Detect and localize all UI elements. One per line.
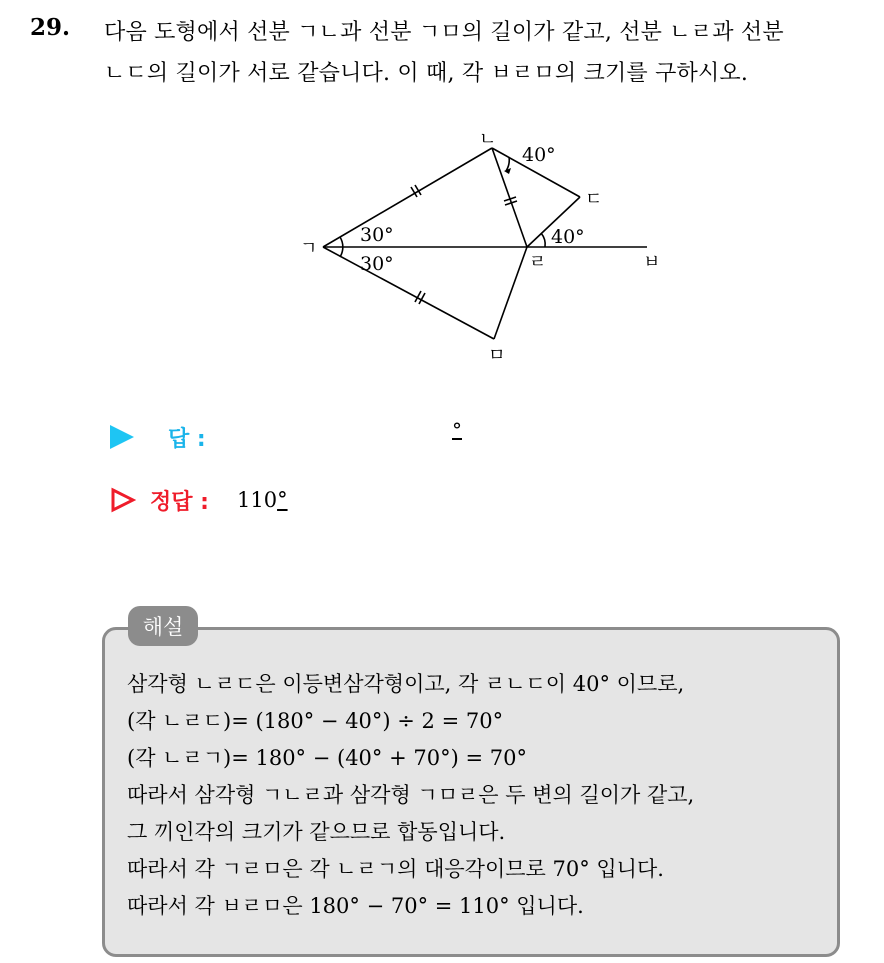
correct-answer-row [110,483,288,517]
vertex-label-g: ㄱ [300,238,318,259]
segment-rm [494,247,527,339]
vertex-label-b: ㅂ [643,252,661,273]
angle-label-n: 40° [522,144,556,166]
outline-triangle-icon [110,487,136,513]
solution-line: 따라서 삼각형 ㄱㄴㄹ과 삼각형 ㄱㅁㄹ은 두 변의 길이가 같고, [127,783,695,807]
angle-label-bottom-left: 30° [360,253,394,275]
angle-arc-n [506,157,509,171]
vertex-label-n: ㄴ [479,129,497,150]
answer-label: 답 : [168,426,206,452]
solution-line: 따라서 각 ㄱㄹㅁ은 각 ㄴㄹㄱ의 대응각이므로 70° 입니다. [127,857,664,881]
segment-gn [323,148,492,247]
geometry-figure [260,125,680,375]
question-text-line-1: 다음 도형에서 선분 ㄱㄴ과 선분 ㄱㅁ의 길이가 같고, 선분 ㄴㄹ과 선분 [104,20,784,45]
solution-tab: 해설 [128,606,198,646]
angle-label-top-left: 30° [360,224,394,246]
angle-label-r: 40° [551,226,585,248]
vertex-label-m: ㅁ [488,345,506,366]
question-text-line-2: ㄴㄷ의 길이가 서로 같습니다. 이 때, 각 ㅂㄹㅁ의 크기를 구하시오. [104,61,749,86]
answer-row [110,420,206,454]
correct-answer-value: 110 [236,488,278,512]
solution-line: 그 끼인각의 크기가 같으므로 합동입니다. [127,820,506,844]
solution-line: 따라서 각 ㅂㄹㅁ은 180° − 70° = 110° 입니다. [127,894,584,918]
vertex-label-d: ㄷ [585,189,603,210]
vertex-label-r: ㄹ [529,252,547,273]
segment-gm [323,247,494,339]
correct-answer-label: 정답 : [150,489,209,515]
angle-arc-r [541,233,545,247]
solution-line: (각 ㄴㄹㄷ)= (180° − 40°) ÷ 2 = 70° [127,709,504,733]
solution-line: (각 ㄴㄹㄱ)= 180° − (40° + 70°) = 70° [127,746,527,770]
question-number: 29. [30,14,71,41]
answer-unit: ° [452,418,462,442]
solution-line: 삼각형 ㄴㄹㄷ은 이등변삼각형이고, 각 ㄹㄴㄷ이 40° 이므로, [127,672,685,696]
play-triangle-icon [110,425,134,449]
correct-answer-unit: ° [277,488,288,512]
